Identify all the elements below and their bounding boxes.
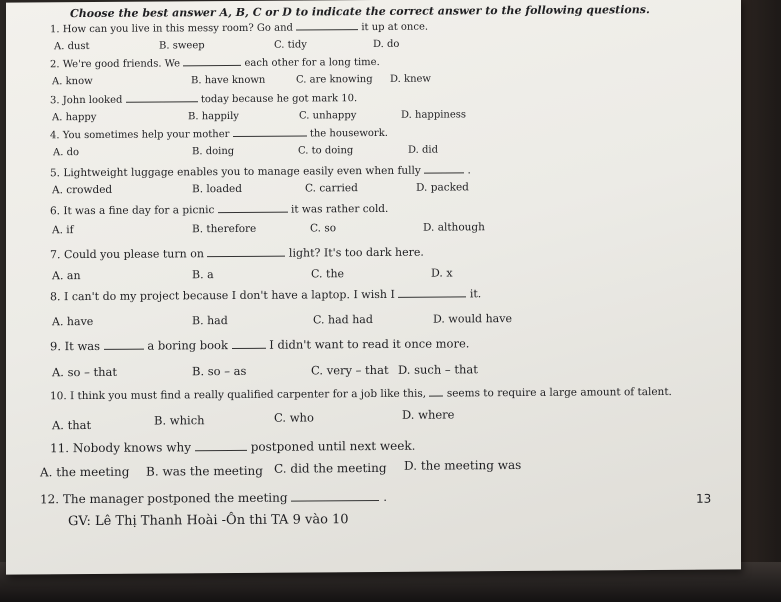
question-5-stem-b: . xyxy=(467,164,471,177)
instruction: Choose the best answer A, B, C or D to indicate the correct answer to the following questions. xyxy=(70,3,650,21)
question-4-stem-a: 4. You sometimes help your mother xyxy=(50,129,230,142)
question-5-stem-a: 5. Lightweight luggage enables you to manage easily even when fully xyxy=(50,164,421,180)
q1-option-d: D. do xyxy=(373,38,400,51)
q6-option-a: A. if xyxy=(52,224,74,237)
q3-option-c: C. unhappy xyxy=(299,110,357,122)
answer-blank-8 xyxy=(398,296,466,297)
question-12-stem-a: 12. The manager postponed the meeting xyxy=(40,490,288,507)
q2-option-b: B. have known xyxy=(191,74,266,87)
q4-option-a: A. do xyxy=(53,147,80,159)
answer-blank-6 xyxy=(218,212,288,213)
question-12 xyxy=(40,491,387,505)
q9-option-a: A. so – that xyxy=(52,364,118,380)
answer-blank-9a xyxy=(104,349,144,350)
q7-option-d: D. x xyxy=(431,266,453,280)
question-1-stem-a: 1. How can you live in this messy room? Go and xyxy=(50,22,293,36)
q4-option-d: D. did xyxy=(408,144,439,156)
question-11 xyxy=(50,440,415,455)
question-9-stem-a: 9. It was xyxy=(50,338,101,354)
q1-option-c: C. tidy xyxy=(274,39,307,51)
question-12-stem-b: . xyxy=(383,489,388,504)
answer-blank-4 xyxy=(233,135,307,137)
q2-option-c: C. are knowing xyxy=(296,74,373,86)
q3-option-d: D. happiness xyxy=(401,109,467,121)
answer-blank-1 xyxy=(296,29,358,30)
q3-option-a: A. happy xyxy=(52,111,97,124)
question-7-stem-a: 7. Could you please turn on xyxy=(50,247,204,262)
q4-option-b: B. doing xyxy=(192,145,235,158)
q7-option-b: B. a xyxy=(192,268,214,282)
answer-blank-2 xyxy=(183,65,241,66)
answer-blank-12 xyxy=(291,500,379,502)
q5-option-c: C. carried xyxy=(305,182,358,195)
q9-option-b: B. so – as xyxy=(192,363,247,379)
question-7 xyxy=(50,247,424,261)
question-6 xyxy=(50,204,388,217)
question-4-stem-b: the housework. xyxy=(309,127,388,140)
q6-option-d: D. although xyxy=(423,221,485,234)
q11-option-a: A. the meeting xyxy=(40,464,130,480)
question-8 xyxy=(50,288,481,302)
q5-option-b: B. loaded xyxy=(192,182,242,196)
q7-option-c: C. the xyxy=(311,267,345,281)
question-6-stem-a: 6. It was a fine day for a picnic xyxy=(50,204,215,218)
question-11-stem-a: 11. Nobody knows why xyxy=(50,440,192,456)
question-9-stem-mid: a boring book xyxy=(147,338,228,353)
q11-option-b: B. was the meeting xyxy=(146,463,263,479)
q8-option-c: C. had had xyxy=(313,313,373,327)
question-11-stem-b: postponed until next week. xyxy=(250,438,416,454)
question-8-stem-a: 8. I can't do my project because I don't have a laptop. I wish I xyxy=(50,287,395,304)
answer-blank-5 xyxy=(424,172,464,173)
question-10-stem-b: seems to require a large amount of talent. xyxy=(446,385,672,400)
question-9-stem-b: I didn't want to read it once more. xyxy=(269,336,470,352)
footer-teacher: GV: Lê Thị Thanh Hoài -Ôn thi TA 9 vào 10 xyxy=(68,512,349,530)
answer-blank-7 xyxy=(207,256,285,258)
question-7-stem-b: light? It's too dark here. xyxy=(288,245,424,260)
q2-option-a: A. know xyxy=(52,75,93,88)
q4-option-c: C. to doing xyxy=(298,145,354,157)
q5-option-a: A. crowded xyxy=(52,183,113,197)
question-3-stem-b: today because he got mark 10. xyxy=(200,93,358,106)
question-9 xyxy=(50,338,469,352)
answer-blank-3 xyxy=(126,101,198,103)
q8-option-a: A. have xyxy=(52,314,94,329)
question-2-stem-b: each other for a long time. xyxy=(244,56,380,69)
answer-blank-11 xyxy=(195,450,247,451)
q10-option-d: D. where xyxy=(402,407,455,422)
q10-option-a: A. that xyxy=(52,417,92,433)
q10-option-c: C. who xyxy=(274,410,314,425)
question-10-stem-a: 10. I think you must find a really qualified carpenter for a job like this, xyxy=(50,387,427,403)
question-2-stem-a: 2. We're good friends. We xyxy=(50,58,181,71)
q11-option-d: D. the meeting was xyxy=(404,457,522,473)
question-6-stem-b: it was rather cold. xyxy=(291,202,389,216)
q7-option-a: A. an xyxy=(52,269,81,283)
q9-option-c: C. very – that xyxy=(311,362,389,378)
q2-option-d: D. knew xyxy=(390,73,431,85)
question-4 xyxy=(50,129,388,141)
answer-blank-9b xyxy=(232,348,266,349)
worksheet-page xyxy=(6,0,741,575)
question-5 xyxy=(50,165,471,178)
q6-option-b: B. therefore xyxy=(192,222,257,236)
question-3 xyxy=(50,94,357,106)
q8-option-d: D. would have xyxy=(433,312,512,326)
q3-option-b: B. happily xyxy=(188,110,239,123)
q10-option-b: B. which xyxy=(154,413,205,428)
question-10 xyxy=(50,387,672,402)
q11-option-c: C. did the meeting xyxy=(274,460,387,476)
page-number: 13 xyxy=(696,491,712,506)
q1-option-a: A. dust xyxy=(54,40,90,53)
answer-blank-10 xyxy=(429,396,443,397)
q5-option-d: D. packed xyxy=(416,181,469,194)
q1-option-b: B. sweep xyxy=(159,40,205,52)
question-1 xyxy=(50,23,428,36)
q8-option-b: B. had xyxy=(192,314,228,328)
question-2 xyxy=(50,58,380,70)
q9-option-d: D. such – that xyxy=(398,362,478,377)
question-1-stem-b: it up at once. xyxy=(361,21,429,34)
question-8-stem-b: it. xyxy=(469,287,482,301)
q6-option-c: C. so xyxy=(310,222,337,235)
question-3-stem-a: 3. John looked xyxy=(50,94,123,107)
